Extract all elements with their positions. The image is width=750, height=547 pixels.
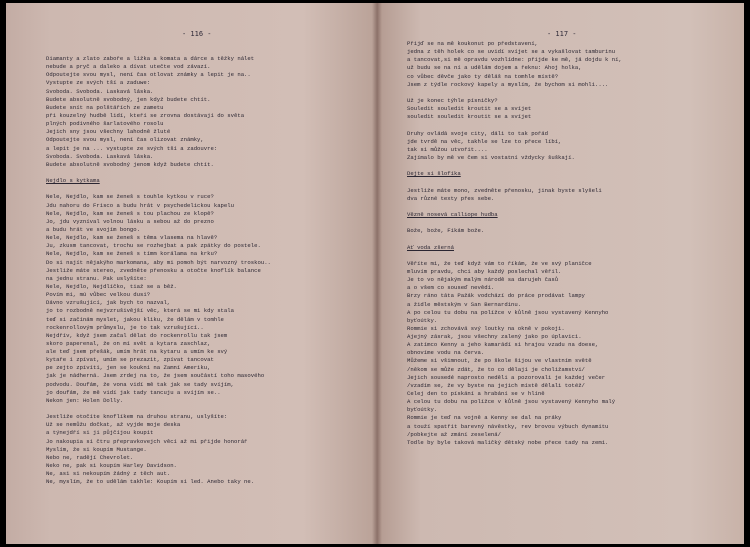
text-line: Jo, jdu vyzníval volnou lásku a sebou až do prezno bbox=[46, 217, 214, 225]
text-line: Jejich sousedé naprosto neděli a pozorovali je každej večer bbox=[407, 373, 606, 381]
text-line: Nele, Nejdlo, Nejdlíčko, tiaž se a běž. bbox=[46, 282, 177, 290]
text-line: /vzadím se, že vy byste na jejich místě dělali totéž/ bbox=[407, 381, 585, 389]
text-line: A po celou tu dobu na polížce v kůlně jsou vystavený Kennyho bbox=[407, 308, 609, 316]
text-line: Odpoutejte svou mysl, není čas otlovat známky a lepit je na.. bbox=[46, 71, 251, 79]
text-line: Druhy ovládá svoje city, dáli to tak pořád bbox=[407, 129, 548, 137]
text-line bbox=[407, 178, 622, 186]
text-line bbox=[407, 252, 622, 260]
text-line: Nele, Nejdlo, kam se ženeš s tímm korálama na krku? bbox=[46, 250, 218, 258]
text-line: kytaře i zpívat, umím se prezazit, zpívat tancovat bbox=[46, 356, 214, 364]
text-line bbox=[407, 203, 622, 211]
text-line: a o všem co souseď nevědí. bbox=[407, 284, 495, 292]
text-line: Je to vo nějakým malým národě sa darujeh časů bbox=[407, 276, 559, 284]
text-line: Brzy ráno táta Pažák vodchází do práce prodávat lampy bbox=[407, 292, 585, 300]
text-line: a budu hrát ve svojím bongo. bbox=[46, 225, 140, 233]
text-line: tak si můžou utvořit.... bbox=[407, 145, 488, 153]
right-page-text bbox=[407, 40, 622, 447]
text-line bbox=[46, 185, 271, 193]
text-line: Do si najít nějakýho markomana, aby mi pomoh být narvozný troskou.. bbox=[46, 258, 271, 266]
text-line: a židle městským v San Bernardinu. bbox=[407, 300, 522, 308]
text-line: Jejich sny jsou všechny lahodně žluté bbox=[46, 128, 171, 136]
text-line: Svoboda. Svoboda. Laskavá láska. bbox=[46, 87, 154, 95]
text-line: Ne, myslím, že to udělám takhle: Koupím si led. Anebo taky ne. bbox=[46, 478, 255, 486]
text-line bbox=[407, 162, 622, 170]
text-line: rockenrollovým průmyslu, je to tak vzrušující.. bbox=[46, 323, 204, 331]
text-line: teď si začínám myslet, jakou kliku, že dělám v tomhle bbox=[46, 315, 224, 323]
text-line: Nejdřív, když jsem začal dělat do rockenrollu tak jsem bbox=[46, 331, 228, 339]
text-line: /někom se může zdát, že to co dělají je choližamstvi/ bbox=[407, 365, 585, 373]
text-line: Jsem z týdle rockový kapely a myslím, že bychom si mohli.... bbox=[407, 80, 609, 88]
text-line: Neko ne, pak si koupím Harley Davidson. bbox=[46, 462, 177, 470]
text-line: jo to rozbodně nejvzrušivější věc, která se mi kdy stala bbox=[46, 307, 234, 315]
text-line: Jestliže máte stereo, zvedněte přenosku a otočte knoflík balance bbox=[46, 266, 261, 274]
text-line: Už se nemůžu dočkat, až vyjde moje deska bbox=[46, 421, 181, 429]
text-line bbox=[407, 89, 622, 97]
text-line: Celej den to pískání a hrabání se v hlíně bbox=[407, 390, 545, 398]
text-line: na jednu stranu. Pak uslyšíte: bbox=[46, 274, 147, 282]
text-line: Přijď se na mě koukonut po představení, bbox=[407, 40, 538, 47]
text-line: plných podivného šarlatového rosolu bbox=[46, 120, 164, 128]
text-line: Ju, zkusm tancovat, trochu se rozhejbat a pak zpátky do postele. bbox=[46, 242, 261, 250]
text-line: nebude a pryč a daleko a dívat utečte vod závazí. bbox=[46, 63, 211, 71]
text-line: už budu se na ní a udělám dojem a řeknu: Ahoj holka, bbox=[407, 64, 582, 72]
text-line: A celou tu dobu na polížce v kůlně jsou vystavený Kennyho malý bbox=[407, 398, 616, 406]
text-line: podvodu. Doufám, že vona vidí mě tak jak se tady svíjím, bbox=[46, 380, 234, 388]
text-line: ale teď jsem přešák, umím hrát na kytaru a umím ke svý bbox=[46, 348, 228, 356]
text-line: jak je nádherná. Jsem zrdej na to, že jsem součástí toho masového bbox=[46, 372, 265, 380]
text-line: Ajejný zásrak, jsou všechny zalený jako po úplavici. bbox=[407, 333, 582, 341]
text-line: byťoútky. bbox=[407, 316, 438, 324]
text-line: obnovíme vodu na červa. bbox=[407, 349, 485, 357]
text-line bbox=[46, 405, 271, 413]
text-line: Věříte mi, že teď když vám to říkám, že ve svý planičce bbox=[407, 259, 592, 267]
left-page-text bbox=[46, 55, 271, 486]
text-line: co vůbec děvče jako ty děláš na tomhle místě? bbox=[407, 72, 559, 80]
text-line: Zajímalo by mě ve čem si vostatní vždycky šuškají. bbox=[407, 153, 575, 161]
text-line: a týnejdří si ji půjčíjou koupit bbox=[46, 429, 154, 437]
text-line: Rommie je teď na vojně a Kenny se dal na práky bbox=[407, 414, 562, 422]
text-line: Nebo ne, radějí Chevrolet. bbox=[46, 453, 134, 461]
text-line: Ne, asi si nekoupím žádný z těch aut. bbox=[46, 470, 171, 478]
text-line: jedna z těh holek co se uvidí svíjet se a vykašlovat tamburinu bbox=[407, 48, 616, 56]
text-line: Jestliže máte mono, zvedněte přenosku, jinak byste slyšeli bbox=[407, 186, 602, 194]
left-page-number: - 116 - bbox=[182, 30, 212, 38]
text-line: Myslím, že si koupím Mustange. bbox=[46, 445, 147, 453]
right-page bbox=[377, 3, 744, 544]
left-page bbox=[6, 3, 377, 544]
text-line: a touží spatřit barevný návěstky, rev brovou výbuch dynamitu bbox=[407, 422, 609, 430]
text-line: Jdu nahoru do Frisco a budu hrát v psychedelickou kapelu bbox=[46, 201, 234, 209]
text-line: Jo nakoupia si čtru přepravkovejch věcí až mi přijde honorář bbox=[46, 437, 248, 445]
section-heading: Vězně nosevá calliope hudba bbox=[407, 210, 498, 218]
text-line: Budete absolutně svobodný, jen když budete chtít. bbox=[46, 95, 211, 103]
text-line: Budete snít na polštářích ze zametu bbox=[46, 103, 164, 111]
text-line: Povím mi, mú vůbec velkou dusi? bbox=[46, 291, 151, 299]
text-line: jo doufám, že mě vidí jak tady tancuju a svíjím se.. bbox=[46, 388, 221, 396]
text-line: dva různé texty přes sebe. bbox=[407, 194, 495, 202]
text-line: Dávno vzrušující, jak bych to nazval, bbox=[46, 299, 171, 307]
text-line: mluvím pravdu, chci aby každý poslechal věřil. bbox=[407, 267, 562, 275]
text-line: Svoboda. Svoboda. Laskavá láska. bbox=[46, 152, 154, 160]
text-line: pe zejto zpívíti, jen se koukni na Zamní Ameriku, bbox=[46, 364, 211, 372]
text-line: jde tvrdě na věc, takhle se lze to přece líbí, bbox=[407, 137, 562, 145]
text-line: souledit souledit kroutit se a svíjet bbox=[407, 113, 532, 121]
text-line: Nele, Nejdlo, kam se ženeš s tou plachou ze klopě? bbox=[46, 209, 214, 217]
text-line: a lepit je na ... vystupte ze svých tší a zadouvre: bbox=[46, 144, 218, 152]
text-line: Todle by byle taková maličký dětský nobe přece tady na zemi. bbox=[407, 438, 609, 446]
text-line: a tancovat,si mě opravdu vozhlídne: přijde ke mě, já dojdu k ní, bbox=[407, 56, 622, 64]
text-line bbox=[407, 235, 622, 243]
text-line: Vystupte ze svých tší a zaduwe: bbox=[46, 79, 151, 87]
text-line: Bože, bože, Fikám bože. bbox=[407, 227, 485, 235]
section-heading: Ať voda zšerná bbox=[407, 243, 454, 251]
text-line: při kouzelný hudbě lidí, kteří se zrovna dostávají do světa bbox=[46, 111, 245, 119]
book-gutter bbox=[372, 3, 382, 544]
text-line: /pobkejte až zmání zeselená/ bbox=[407, 430, 501, 438]
text-line: A zatímco Kenny a jeho kamarádí si hrajou vzadu na doese, bbox=[407, 341, 599, 349]
text-line: Diamanty a zlato zaboře a ližka a komata a dárce a těžky nálet bbox=[46, 55, 255, 62]
text-line: Nele, Nejdlo, kam se ženeš s touhle kytkou v ruce? bbox=[46, 193, 214, 201]
text-line: Můžeme si všimnout, že po škole šijou ve vlastním světě bbox=[407, 357, 592, 365]
text-line: Už je konec týhle písničky? bbox=[407, 96, 498, 104]
text-line bbox=[46, 169, 271, 177]
section-heading: Nejdlo s kytkama bbox=[46, 177, 100, 185]
text-line: skoro paperenal, že on mí svět a kytara zaschlaz, bbox=[46, 339, 211, 347]
text-line: Jestliže otočíte knoflíkem na druhou stranu, uslyšíte: bbox=[46, 413, 228, 421]
text-line: Budete absolutně svobodný jenom když budete chtít. bbox=[46, 160, 214, 168]
section-heading: Dejte si šlofíka bbox=[407, 170, 461, 178]
text-line: Rommie si zchovává svý loutky na okně v pokoji. bbox=[407, 324, 565, 332]
right-page-number: - 117 - bbox=[547, 30, 577, 38]
text-line bbox=[407, 219, 622, 227]
book-spread bbox=[6, 3, 744, 544]
text-line bbox=[407, 121, 622, 129]
text-line: Nele, Nejdlo, kam se ženeš s těma vlasema na hlavě? bbox=[46, 234, 218, 242]
text-line: Nekon jen: Holen Dolly. bbox=[46, 396, 124, 404]
text-line: byťoútky. bbox=[407, 406, 438, 414]
text-line: Odpoutejte svou mysl, není čas olizovat známky, bbox=[46, 136, 204, 144]
text-line: Souledit souledit kroutit se a svíjet bbox=[407, 105, 532, 113]
